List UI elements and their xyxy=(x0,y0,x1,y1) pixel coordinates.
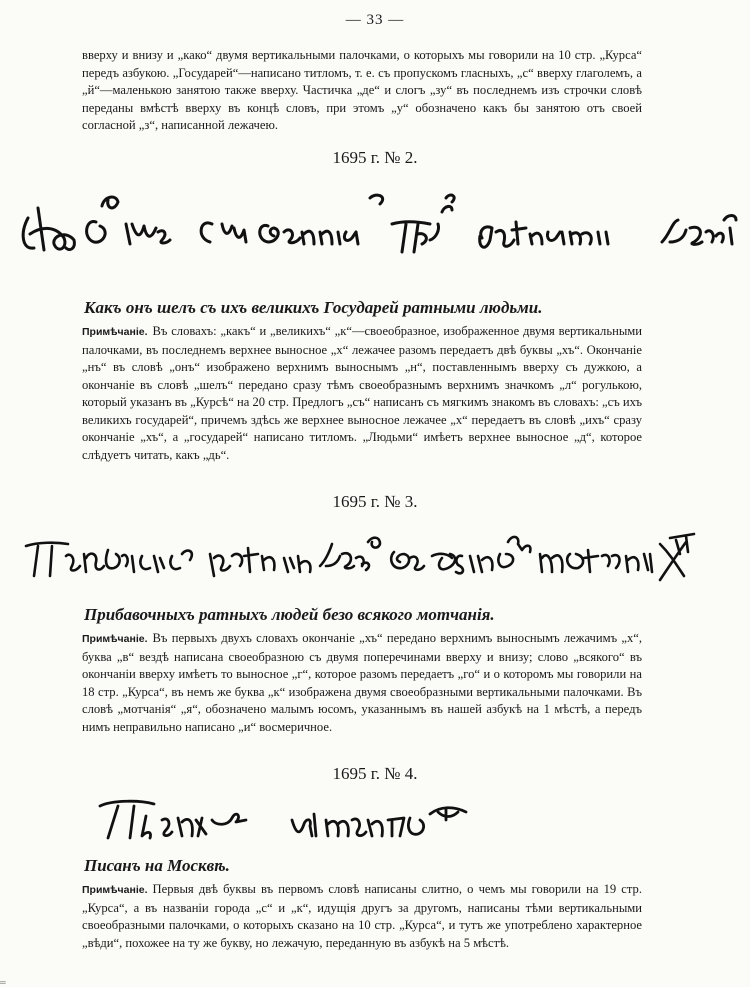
section-heading: 1695 г. № 3. xyxy=(332,492,418,511)
note-label: Примѣчаніе. xyxy=(82,633,148,645)
page-number: — 33 — xyxy=(345,12,405,28)
note-text: Въ словахъ: „какъ“ и „великихъ“ „к“—своеобразное, изображенное двумя вертикальными палочками, въ последнемъ верхнее выносное „х“ лежачее разомъ передаетъ двѣ буквы „хъ“. Окончаніе „нъ“ въ словѣ „онъ“ изображено верхнимъ выноснымъ „н“, поставленнымъ вверху съ дужкою, а окончаніе въ словѣ „шелъ“ передано сразу тѣмъ своеобразнымъ верхнимъ значкомъ „л“ рогулькою, который указанъ въ „Курсѣ“ на 20 стр. Предлогъ „съ“ написанъ съ мягкимъ знакомъ въ словахъ: „съ ихъ великихъ государей“, причемъ здѣсь же верхнее выносное лежачее „х“ передаетъ въ словѣ „ихъ“ сразу окончаніе „хъ“, а „государей“ написано титломъ. „Людьми“ имѣетъ верхнее выносное „д“, которое слѣдуетъ читать, какъ „дь“. xyxy=(82,324,642,462)
handwriting-facsimile-1 xyxy=(0,178,750,278)
section-caption: Какъ онъ шелъ съ ихъ великихъ Государей ратными людьми. xyxy=(84,298,543,317)
section-caption: Писанъ на Москвѣ. xyxy=(84,856,230,875)
section-note xyxy=(82,881,642,952)
note-label: Примѣчаніе. xyxy=(82,326,148,338)
section-heading: 1695 г. № 4. xyxy=(332,764,418,783)
intro-paragraph: вверху и внизу и „како“ двумя вертикальными палочками, о которыхъ мы говорили на 10 стр. „Курса“ передъ азбукою. „Государей“—написано титломъ, т. е. съ пропускомъ гласныхъ, „с“ вверху глаголемъ, а „й“—маленькою занятою также вверху. Частичка „де“ и слогъ „зу“ въ последнемъ изъ строчки словѣ переданы вмѣстѣ вверху въ концѣ словъ, при этомъ „у“ обозначено какъ бы занятою отъ своей согласной „з“, написанной лежачею. xyxy=(82,48,642,132)
section-note xyxy=(82,630,642,736)
handwriting-facsimile-3 xyxy=(0,790,750,852)
note-text: Въ первыхъ двухъ словахъ окончаніе „хъ“ передано верхнимъ выноснымъ лежачимъ „х“, буква „в“ вездѣ написана своеобразною съ двумя поперечинами вверху и внизу; слово „всякого“ въ окончаніи вверху имѣетъ то выносное „г“, которое разомъ передаетъ „го“ и о которомъ мы говорили на 18 стр. „Курса“, въ немъ же буква „к“ изображена двумя своеобразными вертикальными палочками. Въ словѣ „мотчанія“ „я“, обозначено малымъ юсомъ, указаннымъ въ нашей азбукѣ на 1 мѣстѣ, а передъ нимъ неправильно написано „и“ восмеричное. xyxy=(82,631,642,734)
section-heading: 1695 г. № 2. xyxy=(332,148,418,167)
note-label: Примѣчаніе. xyxy=(82,884,148,896)
note-text: Первыя двѣ буквы въ первомъ словѣ написаны слитно, о чемъ мы говорили на 19 стр. „Курса“, а въ названіи города „с“ и „к“, идущія другъ за другомъ, написаны тѣми вертикальными своеобразными палочками, о которыхъ сказано на 10 стр. „Курса“, и тутъ же употреблено характерное „вѣди“, похожее на ту же букву, но лежачую, переданную въ азбукѣ на 5 мѣстѣ. xyxy=(82,882,642,950)
section-note xyxy=(82,323,642,464)
handwriting-facsimile-2 xyxy=(0,514,750,596)
margin-mark: ═ xyxy=(0,978,6,987)
section-caption: Прибавочныхъ ратныхъ людей безо всякого мотчанія. xyxy=(84,605,495,624)
